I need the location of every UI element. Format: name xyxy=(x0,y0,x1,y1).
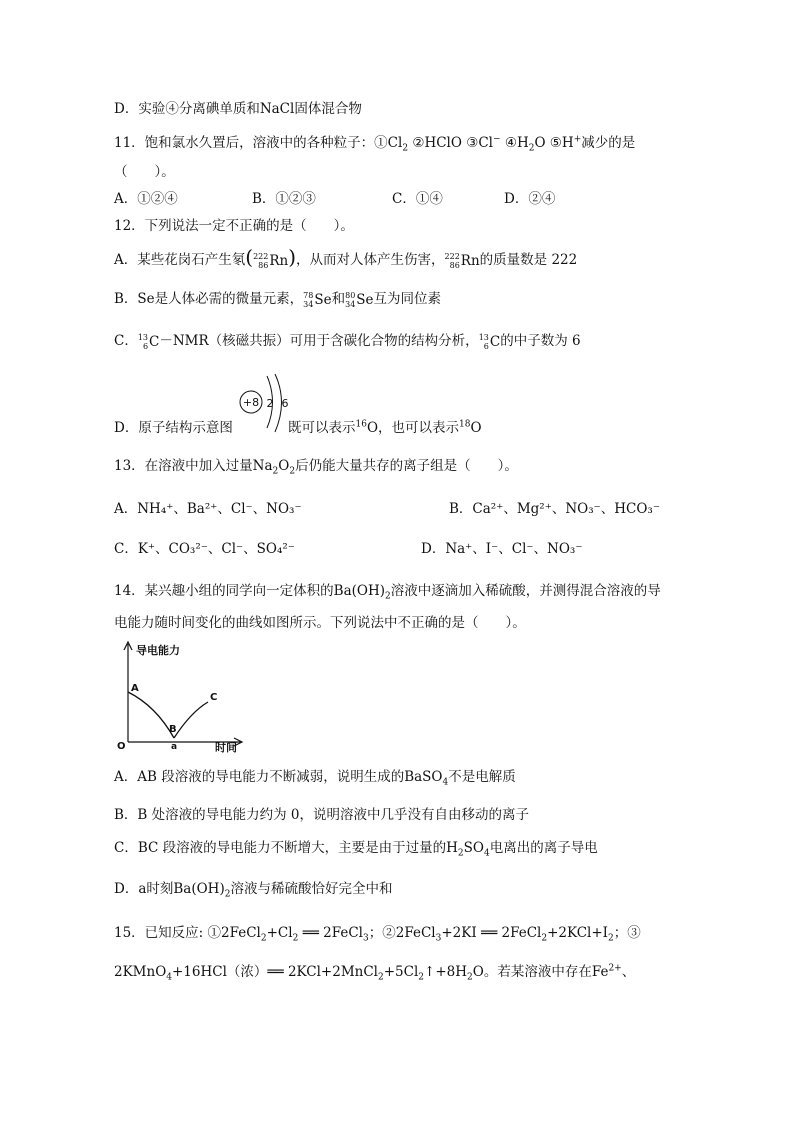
nuclide-c13: 13 6 C xyxy=(137,332,160,351)
curve-ab xyxy=(128,692,174,738)
curve-bc xyxy=(174,702,208,738)
atom-structure-diagram xyxy=(234,372,294,436)
q15-line1: 15．已知反应: $①2FeCl_2+Cl_2$ ══ 2FeCl$_3$；②2FeCl$_3$+2KI ══ $2FeCl_2+2KCl+I_2$；③ xyxy=(114,925,641,944)
q12-option-d-prefix[interactable]: D．原子结构示意图 xyxy=(114,420,233,436)
conductivity-graph xyxy=(116,638,250,754)
point-a-label: A xyxy=(131,683,139,694)
q11-option-b[interactable]: B．①②③ xyxy=(252,191,316,207)
shell-1-electrons: 2 xyxy=(266,397,274,410)
nucleus-charge: +8 xyxy=(242,396,260,409)
shell-2-electrons: 6 xyxy=(281,397,289,410)
q11-option-a[interactable]: A．①②④ xyxy=(114,191,178,207)
q12-option-d-suffix[interactable]: 既可以表示$^{16}$O，也可以表示$^{18}$O xyxy=(288,419,482,436)
q11-blank: （ ）。 xyxy=(114,164,175,180)
point-c-label: C xyxy=(210,692,218,703)
q13-stem: 13．在溶液中加入过量$Na_2O_2$后仍能大量共存的离子组是（ ）。 xyxy=(114,458,518,477)
q15-line2: 2KMnO$_4$+16HCl（浓）══ $2KCl+2MnCl_2+5Cl_2↑+8H_2O$。若某溶液中存在$Fe^{2+}$、 xyxy=(114,963,636,983)
q14-option-a[interactable]: A．AB 段溶液的导电能力不断减弱，说明生成的BaSO$_4$不是电解质 xyxy=(114,769,516,788)
time-a-label: a xyxy=(171,742,178,752)
x-axis-label: 时间 xyxy=(215,741,237,754)
q12-option-a[interactable]: A．某些花岗石产生氡( 222 86 Rn )，从而对人体产生伤害， 222 86 Rn 的质量数是 222 xyxy=(114,245,578,270)
q12-option-b[interactable]: B．Se是人体必需的微量元素， 78 34 Se 和 80 34 Se 互为同位素 xyxy=(114,290,442,309)
q11-stem: 11．饱和氯水久置后，溶液中的各种粒子：$①Cl_2$ ②HClO ③Cl− $④H_2O$ ⑤H+减少的是 xyxy=(114,134,636,154)
prev-option-d xyxy=(114,99,362,119)
nuclide-se80: 80 34 Se xyxy=(345,290,374,309)
q14-option-b[interactable]: B．B 处溶液的导电能力约为 0，说明溶液中几乎没有自由移动的离子 xyxy=(114,807,530,823)
q12-stem: 12．下列说法一定不正确的是（ ）。 xyxy=(114,218,354,234)
q11-option-c[interactable]: C．①④ xyxy=(392,191,443,207)
q14-stem-line2: 电能力随时间变化的曲线如图所示。下列说法中不正确的是（ ）。 xyxy=(114,615,526,631)
nuclide-se78: 78 34 Se xyxy=(303,290,332,309)
q13-option-d[interactable]: D．Na⁺、I⁻、Cl⁻、NO₃⁻ xyxy=(421,541,583,557)
q14-option-c[interactable]: C．BC 段溶液的导电能力不断增大，主要是由于过量的$H_2SO_4$电离出的离子导电 xyxy=(114,840,598,859)
origin-label: O xyxy=(117,741,126,752)
nuclide-rn: 222 86 Rn xyxy=(253,251,289,270)
q14-option-d[interactable]: D．a时刻$Ba(OH)_2$溶液与稀硫酸恰好完全中和 xyxy=(114,881,393,900)
y-axis-label: 导电能力 xyxy=(136,644,180,657)
q12-option-c[interactable]: C． 13 6 C －NMR（核磁共振）可用于含碳化合物的结构分析， 13 6 C 的中子数为 6 xyxy=(114,332,581,351)
q13-option-a[interactable]: A．NH₄⁺、Ba²⁺、Cl⁻、NO₃⁻ xyxy=(114,501,302,517)
point-b-label: B xyxy=(169,724,177,735)
q13-option-c[interactable]: C．K⁺、CO₃²⁻、Cl⁻、SO₄²⁻ xyxy=(114,541,295,557)
q11-option-d[interactable]: D．②④ xyxy=(504,191,556,207)
nuclide-rn-2: 222 86 Rn xyxy=(444,251,480,270)
prev-option-d-text: D．实验④分离碘单质和NaCl固体混合物 xyxy=(114,101,362,117)
q13-option-b[interactable]: B．Ca²⁺、Mg²⁺、NO₃⁻、HCO₃⁻ xyxy=(449,501,660,517)
nuclide-c13-2: 13 6 C xyxy=(478,332,501,351)
q14-stem-line1: 14．某兴趣小组的同学向一定体积的$Ba(OH)_2$溶液中逐滴加入稀硫酸，并测得混合溶液的导 xyxy=(114,583,661,602)
